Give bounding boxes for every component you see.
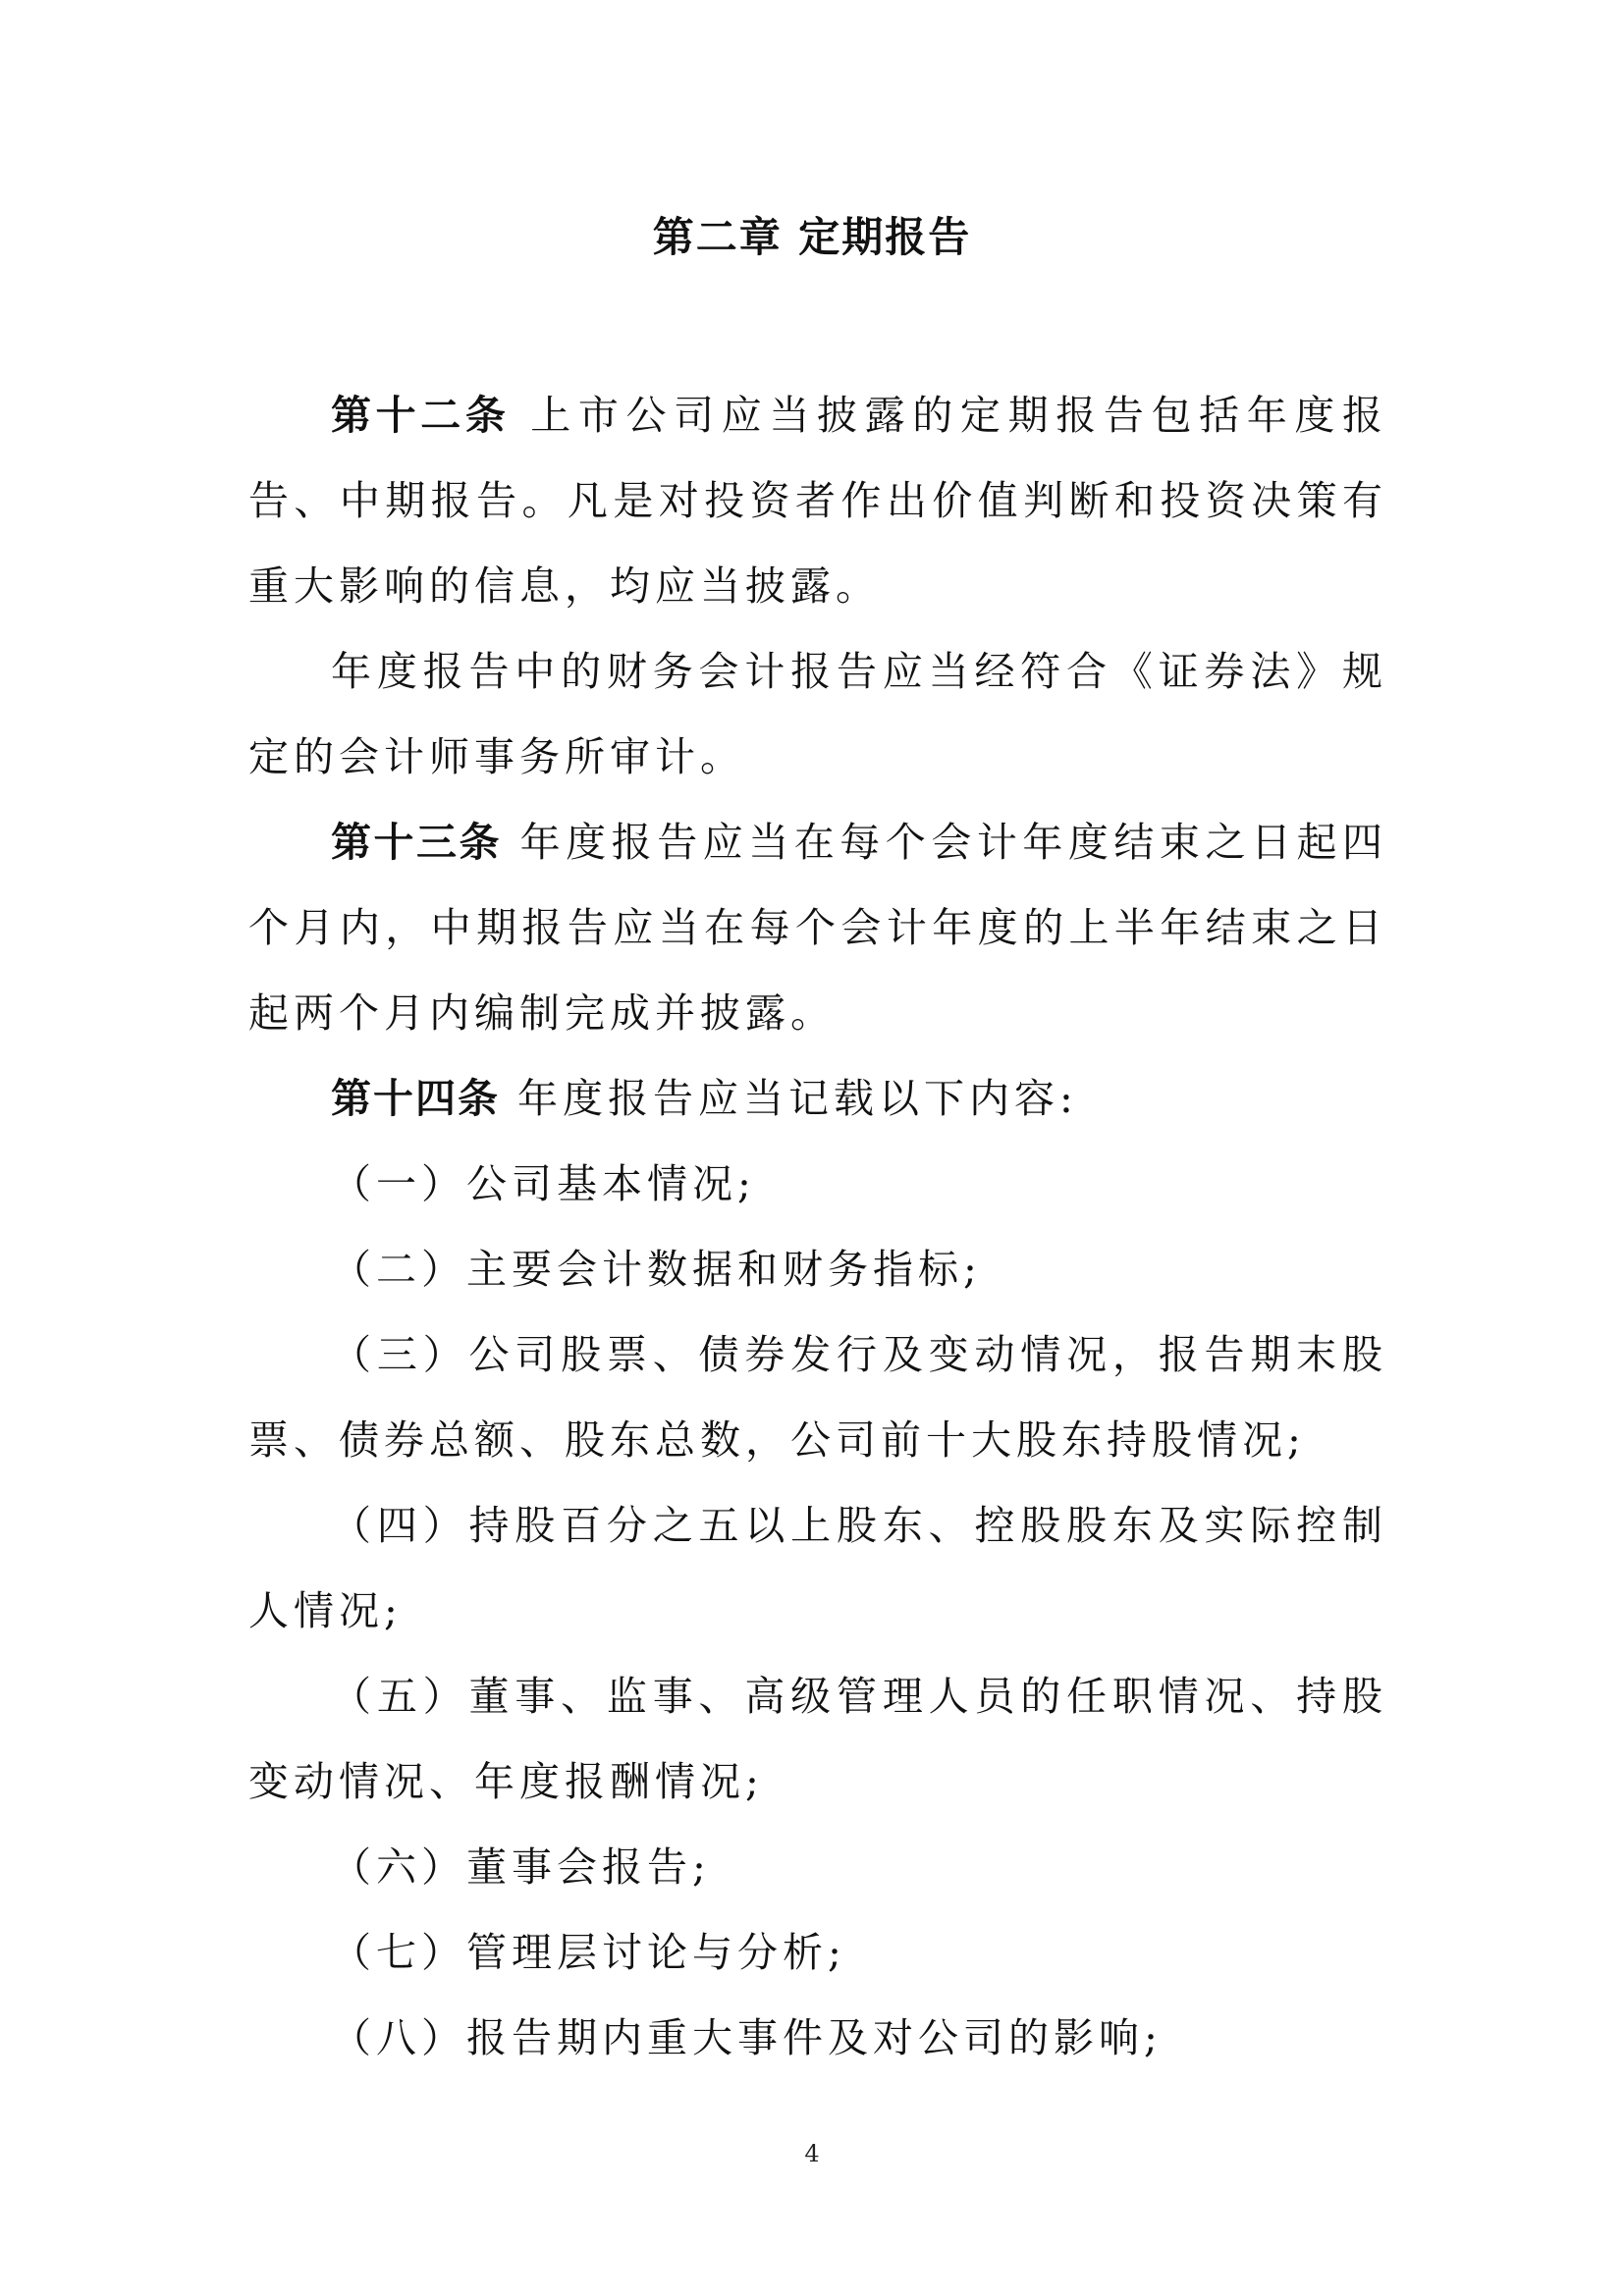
- list-item-8: （八）报告期内重大事件及对公司的影响;: [331, 2014, 1163, 2061]
- list-item-1: （一）公司基本情况;: [331, 1160, 756, 1207]
- article-13-paragraph: [248, 800, 1387, 1056]
- list-item-2: （二）主要会计数据和财务指标;: [331, 1246, 982, 1293]
- article-14-heading: 第十四条: [331, 1075, 500, 1122]
- article-12-text: 上市公司应当披露的定期报告包括年度报告、中期报告。凡是对投资者作出价值判断和投资决策有重大影响的信息，均应当披露。: [248, 392, 1388, 610]
- article-12-heading: 第十二条: [331, 392, 511, 439]
- article-13-heading: 第十三条: [331, 819, 503, 866]
- page-number: 4: [804, 2140, 820, 2167]
- article-12-paragraph-2: 年度报告中的财务会计报告应当经符合《证券法》规定的会计师事务所审计。: [248, 648, 1387, 780]
- list-item-3: （三）公司股票、债券发行及变动情况，报告期末股票、债券总额、股东总数，公司前十大股东持股情况;: [248, 1331, 1387, 1464]
- article-14-paragraph: [248, 1056, 1387, 1142]
- chapter-title: 第二章 定期报告: [652, 213, 972, 261]
- list-item-4: （四）持股百分之五以上股东、控股股东及实际控制人情况;: [248, 1502, 1387, 1634]
- article-13-text: 年度报告应当在每个会计年度结束之日起四个月内，中期报告应当在每个会计年度的上半年结束之日起两个月内编制完成并披露。: [248, 819, 1388, 1037]
- article-14-text: 年度报告应当记载以下内容:: [500, 1075, 1078, 1122]
- list-item-7: （七）管理层讨论与分析;: [331, 1929, 846, 1976]
- document-body: [248, 373, 1387, 2081]
- list-item-6: （六）董事会报告;: [331, 1843, 711, 1891]
- list-item-5: （五）董事、监事、高级管理人员的任职情况、持股变动情况、年度报酬情况;: [248, 1673, 1387, 1805]
- article-12-paragraph: [248, 373, 1387, 629]
